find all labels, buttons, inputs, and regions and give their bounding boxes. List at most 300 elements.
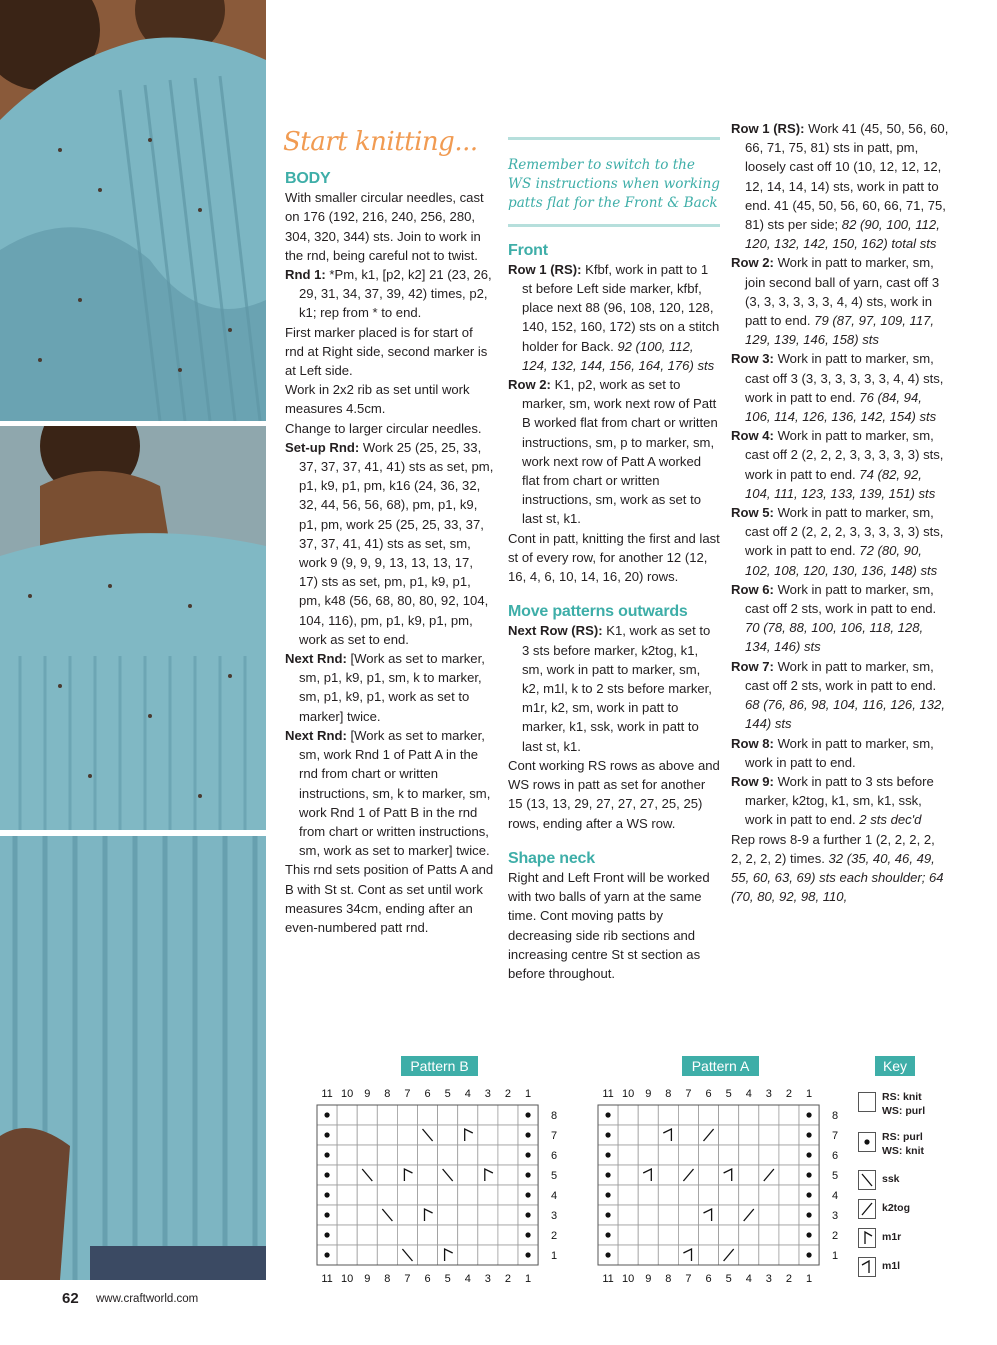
pattern-b-cell: [478, 1245, 498, 1265]
pattern-b-cell: [377, 1105, 397, 1125]
neck-row4-text: Work in patt to marker, sm, cast off 2 (2, 2, 2, 3, 3, 3, 3, 3) sts, work in patt to end.: [745, 428, 944, 482]
pattern-a-cell: [719, 1165, 739, 1185]
pattern-b-cell: [498, 1225, 518, 1245]
front-cont: Cont in patt, knitting the first and last st of every row, for another 12 (12, 16, 4, 6, 10, 14, 16, 20) rows.: [508, 530, 720, 585]
body-closing: This rnd sets position of Patts A and B with St st. Cont as set until work measures 34cm, ending after an even-numbered patt rnd.: [285, 862, 494, 935]
pattern-a-cell: [699, 1205, 719, 1225]
pattern-b-cell: [498, 1205, 518, 1225]
key-text: [882, 1172, 900, 1186]
next1-text: [Work as set to marker, sm, p1, k9, p1, sm, k to marker, sm, p1, k9, p1, work as set to marker] twice.: [299, 651, 485, 724]
pattern-a-cell: [618, 1145, 638, 1165]
pattern-b-purl-dot: [324, 1152, 329, 1157]
pattern-a-row-number: 7: [832, 1130, 839, 1142]
pattern-a-cell: [759, 1145, 779, 1165]
pattern-a-cell: [678, 1185, 698, 1205]
pattern-b-cell: [337, 1165, 357, 1185]
pattern-a-cell: [678, 1105, 698, 1125]
pattern-b-col-number-top: 9: [364, 1088, 371, 1100]
pattern-b-cell: [418, 1185, 438, 1205]
neck-row5-text: Work in patt to marker, sm, cast off 2 (2, 2, 2, 3, 3, 3, 3, 3) sts, work in patt to end.: [745, 505, 944, 559]
key-symbol-svg: [859, 1258, 875, 1276]
pattern-a-cell: [699, 1105, 719, 1125]
pattern-b-cell: [377, 1145, 397, 1165]
pattern-b-cell: [458, 1225, 478, 1245]
pattern-a-cell: [779, 1185, 799, 1205]
pattern-a-cell: [658, 1185, 678, 1205]
pattern-a-cell: [699, 1165, 719, 1185]
key-text: [882, 1090, 925, 1118]
pattern-a-purl-dot: [605, 1232, 610, 1237]
pattern-a-col-number-top: 7: [685, 1088, 692, 1100]
pattern-b-col-number-top: 5: [444, 1088, 451, 1100]
pattern-a-col-number-bottom: 8: [665, 1273, 672, 1285]
pattern-a-col-number-top: 11: [602, 1088, 614, 1100]
next2-label: Next Rnd:: [285, 727, 347, 743]
pattern-b-col-number-bottom: 6: [424, 1273, 431, 1285]
pattern-b-cell: [357, 1205, 377, 1225]
pattern-b-cell: [458, 1145, 478, 1165]
pattern-b-col-number-bottom: 1: [524, 1273, 532, 1285]
pattern-a-cell: [699, 1225, 719, 1245]
key-symbol-k: [858, 1092, 876, 1112]
pattern-b-col-number-top: 8: [384, 1088, 391, 1100]
pattern-a-cell: [739, 1245, 759, 1265]
pattern-a-col-number-bottom: 4: [745, 1273, 752, 1285]
neck-row9-text: Work in patt to 3 sts before marker, k2tog, k1, sm, k1, ssk, work in patt to end.: [745, 773, 934, 828]
pattern-b-cell: [478, 1205, 498, 1225]
neck-row2-count: 79 (87, 97, 109, 117, 129, 139, 146, 158) sts: [745, 313, 935, 348]
pattern-a-cell: [739, 1225, 759, 1245]
pattern-a-purl-dot: [806, 1112, 811, 1117]
key-text: [882, 1130, 924, 1158]
pattern-a-cell: [678, 1225, 698, 1245]
pattern-a-cell: [638, 1165, 658, 1185]
pattern-b-purl-dot: [324, 1212, 329, 1217]
pattern-b-cell: [438, 1125, 458, 1145]
pattern-a-cell: [658, 1165, 678, 1185]
pattern-b-cell: [498, 1125, 518, 1145]
pattern-a-label: Pattern A: [682, 1056, 759, 1076]
neck-row4-count: 74 (82, 92, 104, 111, 123, 133, 139, 151) sts: [745, 466, 936, 501]
pattern-a-cell: [759, 1245, 779, 1265]
pattern-a-purl-dot: [605, 1152, 610, 1157]
neck-row8-text: Work in patt to marker, sm, work in patt to end.: [745, 735, 934, 770]
pattern-b-col-number-bottom: 7: [404, 1273, 411, 1285]
pattern-a-cell: [699, 1245, 719, 1265]
key-symbol-p: [858, 1132, 876, 1152]
pattern-b-cell: [357, 1145, 377, 1165]
key-line2: WS: purl: [882, 1105, 926, 1117]
pattern-a-cell: [638, 1205, 658, 1225]
pattern-a-cell: [618, 1165, 638, 1185]
pattern-b-cell: [478, 1165, 498, 1185]
neck-row1-text: Work 41 (45, 50, 56, 60, 66, 71, 75, 81) sts in patt, pm, loosely cast off 10 (10, 12, 12, 12, 12, 14, 14, 14) sts, work in patt to end. 41 (45, 50, 56, 60, 66, 71, 75, 81) sts per side;: [745, 121, 949, 233]
rib-note: Work in 2x2 rib as set until work measures 4.5cm.: [285, 382, 470, 417]
neck-row2-label: Row 2:: [731, 255, 774, 271]
pattern-b-row-number: 8: [551, 1110, 558, 1122]
pattern-b-col-number-bottom: 11: [321, 1273, 333, 1285]
pattern-a-cell: [719, 1105, 739, 1125]
pattern-b-col-number-bottom: 10: [341, 1273, 354, 1285]
pattern-a-col-number-top: 3: [765, 1088, 772, 1100]
pattern-a-purl-dot: [605, 1252, 610, 1257]
neck-row3-count: 76 (84, 94, 106, 114, 126, 136, 142, 154) sts: [745, 389, 937, 425]
pattern-b-cell: [418, 1225, 438, 1245]
key-line1: RS: knit: [882, 1091, 922, 1103]
pattern-a-col-number-bottom: 3: [765, 1273, 772, 1285]
change-note: Change to larger circular needles.: [285, 420, 482, 436]
pattern-b-label: Pattern B: [401, 1056, 478, 1076]
pattern-b-cell: [418, 1105, 438, 1125]
pattern-a-col-number-bottom: 1: [805, 1273, 813, 1285]
neck-row3-text: Work in patt to marker, sm, cast off 3 (3, 3, 3, 3, 3, 3, 4, 4) sts, work in patt to end.: [745, 351, 944, 405]
pattern-a-cell: [638, 1105, 658, 1125]
pattern-a-purl-dot: [605, 1112, 610, 1117]
neck-row9-count: 2 sts dec'd: [859, 812, 922, 828]
pattern-a-cell: [719, 1145, 739, 1165]
pattern-a-col-number-top: 4: [745, 1088, 752, 1100]
pattern-b-col-number-bottom: 2: [504, 1273, 512, 1285]
tip-text: Remember to switch to the WS instructions when working patts flat for the Front & Back: [508, 157, 720, 212]
pattern-b-row-number: 7: [551, 1130, 558, 1142]
pattern-a-col-number-bottom: 7: [685, 1273, 692, 1285]
pattern-a-col-number-bottom: 10: [622, 1273, 635, 1285]
pattern-b-col-number-top: 11: [321, 1088, 333, 1100]
pattern-b-cell: [397, 1205, 417, 1225]
pattern-b-row-number: 1: [551, 1250, 558, 1262]
marker-note: First marker placed is for start of rnd at Right side, second marker is at Left side.: [285, 324, 488, 379]
pattern-b-cell: [397, 1105, 417, 1125]
neck-row6-count: 70 (78, 88, 100, 106, 118, 128, 134, 146) sts: [745, 620, 924, 655]
neck-row5-label: Row 5:: [731, 505, 774, 521]
move-next-label: Next Row (RS):: [508, 623, 603, 639]
pattern-a-row-number: 2: [832, 1230, 839, 1242]
pattern-a-purl-dot: [605, 1172, 610, 1177]
pattern-a-row-number: 3: [832, 1210, 839, 1222]
pattern-b-cell: [377, 1245, 397, 1265]
pattern-b-cell: [377, 1225, 397, 1245]
key-label: Key: [875, 1056, 915, 1076]
pattern-b-purl-dot: [324, 1112, 329, 1117]
pattern-a-cell: [759, 1225, 779, 1245]
key-symbol-svg: [859, 1171, 875, 1189]
neck-row7-count: 68 (76, 86, 98, 104, 116, 126, 132, 144) sts: [745, 697, 945, 732]
pattern-a-col-number-bottom: 5: [725, 1273, 732, 1285]
pattern-b-cell: [498, 1105, 518, 1125]
pattern-a-cell: [739, 1145, 759, 1165]
pattern-a-col-number-top: 10: [622, 1088, 635, 1100]
pattern-a-cell: [719, 1185, 739, 1205]
pattern-a-cell: [759, 1125, 779, 1145]
pattern-a-cell: [779, 1205, 799, 1225]
pattern-a-col-number-bottom: 2: [785, 1273, 793, 1285]
pattern-a-cell: [638, 1245, 658, 1265]
page-number: 62: [62, 1290, 79, 1307]
key-text: [882, 1259, 900, 1273]
rnd1-text: *Pm, k1, [p2, k2] 21 (23, 26, 29, 31, 34, 37, 39, 42) times, p2, k1; rep from * to end.: [299, 267, 492, 321]
pattern-a-cell: [658, 1145, 678, 1165]
pattern-b-purl-dot: [525, 1132, 530, 1137]
move-next-text: K1, work as set to 3 sts before marker, k2tog, k1, sm, work in patt to marker, sm, k2, m1l, k to 2 sts before marker, m1r, k2, sm, work in patt to marker, k1, ssk, work in patt to last st, k1.: [522, 623, 712, 754]
pattern-b-col-number-top: 1: [524, 1088, 532, 1100]
pattern-b-purl-dot: [324, 1252, 329, 1257]
section-title: Start knitting...: [283, 127, 478, 157]
pattern-a-col-number-top: 2: [785, 1088, 793, 1100]
pattern-a-cell: [759, 1105, 779, 1125]
pattern-a-cell: [699, 1185, 719, 1205]
pattern-a-purl-dot: [605, 1132, 610, 1137]
pattern-b-cell: [337, 1245, 357, 1265]
pattern-a-cell: [678, 1205, 698, 1225]
pattern-a-purl-dot: [806, 1152, 811, 1157]
setup-label: Set-up Rnd:: [285, 439, 360, 455]
neck-row4-label: Row 4:: [731, 428, 774, 444]
neck-rep-count: 32 (35, 40, 46, 49, 55, 60, 63, 69) sts each shoulder; 64 (70, 80, 92, 98, 110,: [731, 850, 944, 905]
pattern-a-purl-dot: [605, 1192, 610, 1197]
pattern-a-cell: [759, 1185, 779, 1205]
pattern-b-cell: [397, 1165, 417, 1185]
pattern-b-cell: [377, 1185, 397, 1205]
pattern-b-cell: [337, 1185, 357, 1205]
pattern-b-col-number-top: 2: [504, 1088, 512, 1100]
pattern-a-row-number: 6: [832, 1150, 839, 1162]
pattern-b-cell: [438, 1225, 458, 1245]
key-symbol-ssk: [858, 1170, 876, 1190]
pattern-b-col-number-top: 6: [424, 1088, 431, 1100]
pattern-a-cell: [658, 1105, 678, 1125]
pattern-b-purl-dot: [525, 1212, 530, 1217]
pattern-b-cell: [478, 1105, 498, 1125]
pattern-a-cell: [739, 1105, 759, 1125]
pattern-a-col-number-top: 5: [725, 1088, 732, 1100]
pattern-a-col-number-top: 9: [645, 1088, 652, 1100]
key-line2: WS: knit: [882, 1145, 924, 1157]
pattern-b-cell: [357, 1125, 377, 1145]
key-line1: m1l: [882, 1260, 901, 1272]
pattern-a-col-number-top: 6: [705, 1088, 712, 1100]
pattern-a-cell: [759, 1205, 779, 1225]
pattern-b-cell: [478, 1145, 498, 1165]
pattern-b-cell: [478, 1125, 498, 1145]
pattern-b-cell: [498, 1145, 518, 1165]
front-row1-label: Row 1 (RS):: [508, 261, 582, 277]
pattern-a-cell: [678, 1145, 698, 1165]
pattern-a-row-number: 5: [832, 1170, 839, 1182]
pattern-a-cell: [678, 1245, 698, 1265]
pattern-b-cell: [438, 1145, 458, 1165]
pattern-a-cell: [658, 1225, 678, 1245]
move-heading: Move patterns outwards: [508, 603, 688, 621]
neck-row7-text: Work in patt to marker, sm, cast off 2 sts, work in patt to end.: [745, 658, 937, 693]
pattern-a-purl-dot: [806, 1212, 811, 1217]
pattern-a-row-number: 1: [832, 1250, 839, 1262]
pattern-b-cell: [357, 1245, 377, 1265]
pattern-b-row-number: 3: [551, 1210, 558, 1222]
pattern-a-col-number-top: 8: [665, 1088, 672, 1100]
front-row2-label: Row 2:: [508, 377, 551, 393]
pattern-b-cell: [438, 1205, 458, 1225]
pattern-b-purl-dot: [525, 1232, 530, 1237]
pattern-b-col-number-top: 4: [464, 1088, 471, 1100]
neck-row3-label: Row 3:: [731, 351, 774, 367]
pattern-b-col-number-top: 3: [484, 1088, 491, 1100]
next1-label: Next Rnd:: [285, 651, 347, 667]
pattern-b-purl-dot: [525, 1252, 530, 1257]
pattern-b-cell: [337, 1205, 357, 1225]
front-row2-text: K1, p2, work as set to marker, sm, work next row of Patt B worked flat from chart or written instructions, sm, p to marker, sm, work next row of Patt A worked flat from chart or written instructions, sm, work as set to last st, k1.: [522, 377, 718, 527]
pattern-b-purl-dot: [324, 1232, 329, 1237]
key-symbol-svg: [859, 1200, 875, 1218]
pattern-b-cell: [397, 1125, 417, 1145]
pattern-a-cell: [779, 1145, 799, 1165]
pattern-b-cell: [458, 1245, 478, 1265]
key-symbol-m1l: [858, 1257, 876, 1277]
neck-row7-label: Row 7:: [731, 658, 774, 674]
pattern-b-cell: [418, 1145, 438, 1165]
pattern-b-col-number-bottom: 4: [464, 1273, 471, 1285]
pattern-b-cell: [418, 1165, 438, 1185]
pattern-b-row-number: 5: [551, 1170, 558, 1182]
key-line1: k2tog: [882, 1202, 911, 1214]
pattern-a-col-number-bottom: 6: [705, 1273, 712, 1285]
pattern-b-cell: [337, 1105, 357, 1125]
pattern-b-purl-dot: [525, 1192, 530, 1197]
pattern-a-cell: [618, 1245, 638, 1265]
pattern-a-cell: [638, 1185, 658, 1205]
pattern-a-cell: [699, 1145, 719, 1165]
pattern-b-cell: [377, 1165, 397, 1185]
neck-row6-label: Row 6:: [731, 581, 774, 597]
pattern-a-cell: [678, 1125, 698, 1145]
pattern-b-col-number-bottom: 8: [384, 1273, 391, 1285]
pattern-a-purl-dot: [605, 1212, 610, 1217]
pattern-a-cell: [638, 1145, 658, 1165]
setup-text: Work 25 (25, 25, 33, 37, 37, 37, 41, 41) sts as set, pm, p1, k9, p1, pm, k16 (24, 36, 32, 32, 44, 56, 56, 68), pm, p1, k9, p1, pm, work 25 (25, 25, 33, 37, 37, 37, 41, 41) sts as set, sm, work 9 (9, 9, 9, 13, 13, 13, 17, 17) sts as set, pm, p1, k9, p1, pm, k48 (56, 68, 80, 80, 92, 104, 104, 116), pm, p1, k9, p1, pm, work as set to end.: [299, 439, 494, 647]
pattern-a-purl-dot: [806, 1172, 811, 1177]
rnd1-label: Rnd 1:: [285, 267, 326, 283]
key-symbol-k2tog: [858, 1199, 876, 1219]
pattern-a-cell: [658, 1205, 678, 1225]
pattern-a-cell: [719, 1225, 739, 1245]
pattern-b-col-number-bottom: 9: [364, 1273, 371, 1285]
pattern-b-row-number: 4: [551, 1190, 558, 1202]
pattern-a-cell: [658, 1125, 678, 1145]
pattern-a-cell: [779, 1105, 799, 1125]
pattern-b-cell: [438, 1105, 458, 1125]
pattern-b-purl-dot: [324, 1192, 329, 1197]
neck-rep-text: Rep rows 8-9 a further 1 (2, 2, 2, 2, 2, 2, 2, 2) times.: [731, 831, 935, 866]
pattern-b-purl-dot: [525, 1112, 530, 1117]
pattern-b-cell: [498, 1185, 518, 1205]
pattern-a-cell: [618, 1225, 638, 1245]
pattern-b-cell: [458, 1165, 478, 1185]
pattern-b-row-number: 6: [551, 1150, 558, 1162]
pattern-a-purl-dot: [806, 1192, 811, 1197]
pattern-b-purl-dot: [525, 1152, 530, 1157]
key-line1: m1r: [882, 1231, 902, 1243]
pattern-a-cell: [739, 1125, 759, 1145]
pattern-b-cell: [397, 1185, 417, 1205]
pattern-a-purl-dot: [806, 1132, 811, 1137]
pattern-a-cell: [658, 1245, 678, 1265]
key-text: [882, 1201, 910, 1215]
move-cont: Cont working RS rows as above and WS rows in patt as set for another 15 (13, 13, 29, 27, 27, 27, 25, 25) rows, ending after a WS row.: [508, 757, 720, 831]
pattern-b-purl-dot: [525, 1172, 530, 1177]
pattern-b-cell: [478, 1185, 498, 1205]
pattern-b-cell: [438, 1245, 458, 1265]
neck-row2-text: Work in patt to marker, sm, join second ball of yarn, cast off 3 (3, 3, 3, 3, 3, 3, 4, 4) sts, work in patt to end.: [745, 255, 940, 329]
body-heading: BODY: [285, 170, 331, 187]
neck-text: Right and Left Front will be worked with two balls of yarn at the same time. Cont moving patts by decreasing side rib sections and increasing centre St st section as before throughout.: [508, 869, 710, 981]
front-row1-text: Kfbf, work in patt to 1 st before Left side marker, kfbf, place next 88 (96, 108, 120, 128, 140, 152, 160, 172) sts on a stitch holder for Back.: [522, 261, 720, 354]
pattern-a-col-number-bottom: 9: [645, 1273, 652, 1285]
pattern-b-cell: [357, 1105, 377, 1125]
neck-row1-count: 82 (90, 100, 112, 120, 132, 142, 150, 162) total sts: [745, 217, 940, 252]
pattern-a-cell: [618, 1205, 638, 1225]
front-heading: Front: [508, 241, 548, 259]
key-text: [882, 1230, 901, 1244]
pattern-b-cell: [337, 1125, 357, 1145]
pattern-a-cell: [618, 1185, 638, 1205]
pattern-a-cell: [779, 1225, 799, 1245]
neck-row6-text: Work in patt to marker, sm, cast off 2 sts, work in patt to end.: [745, 581, 937, 617]
pattern-b-cell: [438, 1185, 458, 1205]
pattern-a-col-number-bottom: 11: [602, 1273, 614, 1285]
pattern-b-cell: [357, 1185, 377, 1205]
neck-row1-label: Row 1 (RS):: [731, 121, 805, 136]
key-line1: ssk: [882, 1173, 900, 1185]
pattern-a-row-number: 8: [832, 1110, 839, 1122]
pattern-b-cell: [418, 1205, 438, 1225]
pattern-a-cell: [779, 1125, 799, 1145]
website: www.craftworld.com: [96, 1293, 199, 1305]
pattern-a-row-number: 4: [832, 1190, 839, 1202]
neck-row9-label: Row 9:: [731, 773, 774, 789]
front-row1-count: 92 (100, 112, 124, 132, 144, 156, 164, 176) sts: [522, 338, 715, 373]
pattern-b-col-number-top: 7: [404, 1088, 411, 1100]
pattern-b-purl-dot: [324, 1132, 329, 1137]
neck-row8-label: Row 8:: [731, 735, 774, 751]
pattern-b-cell: [377, 1125, 397, 1145]
key-symbol-m1r: [858, 1228, 876, 1248]
neck-row5-count: 72 (80, 90, 102, 108, 120, 130, 136, 148) sts: [745, 543, 938, 578]
pattern-b-cell: [478, 1225, 498, 1245]
pattern-a-cell: [618, 1125, 638, 1145]
pattern-b-cell: [498, 1245, 518, 1265]
pattern-a-cell: [638, 1225, 658, 1245]
next2-text: [Work as set to marker, sm, work Rnd 1 of Patt A in the rnd from chart or written instructions, sm, k to marker, sm, work Rnd 1 of Patt B in the rnd from chart or written instructions, sm, work as set to marker] twice.: [299, 727, 491, 859]
pattern-a-col-number-top: 1: [805, 1088, 813, 1100]
pattern-b-cell: [498, 1165, 518, 1185]
key-symbol-svg: [859, 1093, 875, 1111]
pattern-b-row-number: 2: [551, 1230, 558, 1242]
pattern-a-cell: [719, 1205, 739, 1225]
pattern-b-cell: [397, 1225, 417, 1245]
pattern-b-cell: [458, 1205, 478, 1225]
pattern-b-cell: [357, 1225, 377, 1245]
pattern-a-cell: [638, 1125, 658, 1145]
body-intro: With smaller circular needles, cast on 176 (192, 216, 240, 256, 280, 304, 320, 344) sts. Join to work in the rnd, being careful not to twist.: [285, 190, 484, 263]
pattern-a-cell: [779, 1165, 799, 1185]
pattern-b-col-number-top: 10: [341, 1088, 354, 1100]
pattern-b-col-number-bottom: 5: [444, 1273, 451, 1285]
pattern-a-cell: [739, 1165, 759, 1185]
pattern-b-cell: [458, 1105, 478, 1125]
pattern-b-cell: [397, 1145, 417, 1165]
pattern-b-cell: [418, 1245, 438, 1265]
pattern-a-purl-dot: [806, 1232, 811, 1237]
pattern-a-cell: [739, 1185, 759, 1205]
